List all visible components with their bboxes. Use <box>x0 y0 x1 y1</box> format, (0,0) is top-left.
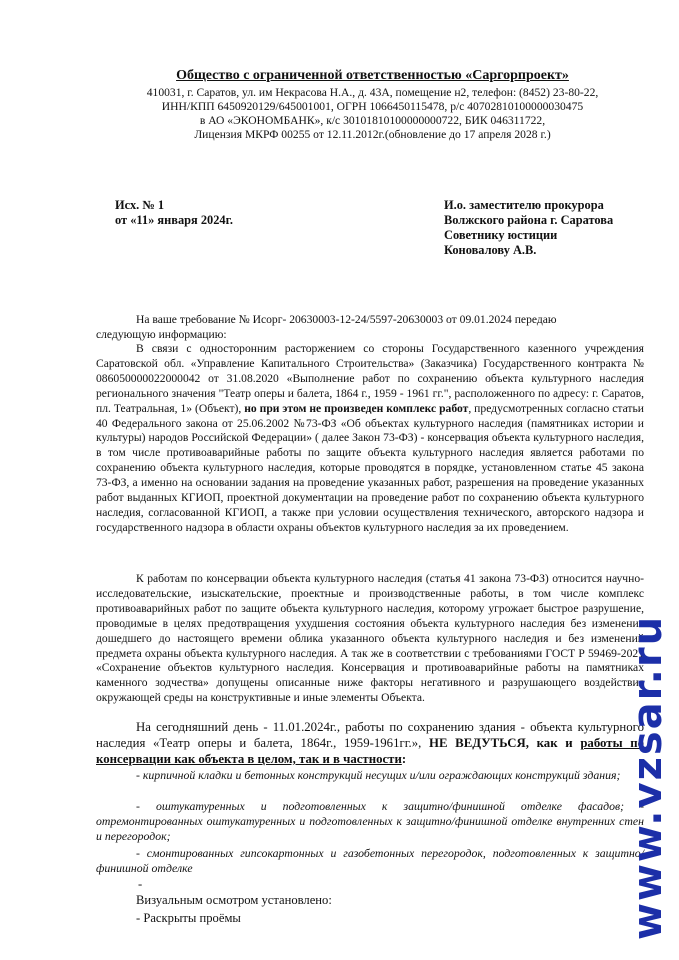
today-bold: НЕ ВЕДУТЬСЯ, как и <box>429 736 573 750</box>
org-address: 410031, г. Саратов, ул. им Некрасова Н.А., д. 43А, помещение н2, телефон: (8452) 23-80-22, <box>146 86 599 99</box>
works-item-1 <box>96 768 644 783</box>
paragraph-termination-part-b: , предусмотренных согласно статьи 40 Федерального закона от 25.06.2002 №73-ФЗ «Об объектах культурного наследия (памятниках истории и культуры) народов Российской Федерации» ( далее Закон 73-ФЗ) - консервация объекта культурного наследия, в том числе противоаварийные работы по защите объекта культурного наследия является работами по сохранению объекта культурного наследия, которые проводятся в порядке, установленном статье 45 закона 73-ФЗ, а именно на основании задания на проведение указанных работ, разрешения на проведение указанных работ выданных КГИОП, проектной документации на проведение работ по сохранению объекта культурного наследия, согласованной КГИОП, а также при условии осуществления технического, авторского надзора и государственного надзора в области охраны объектов культурного наследия за их проведением. <box>96 401 644 534</box>
paragraph-conservation <box>96 572 644 706</box>
paragraph-today-text <box>96 719 644 767</box>
outgoing-date: от «11» января 2024г. <box>115 213 233 227</box>
stray-dash: - <box>138 877 143 891</box>
works-item-3-text: - смонтированных гипсокартонных и газобетонных перегородок, подготовленных к защитно/финишной отделке <box>96 846 644 875</box>
addressee-line-3: Советнику юстиции <box>444 228 558 242</box>
works-item-3 <box>96 846 644 876</box>
intro-line-2: следующую информацию: <box>96 327 227 341</box>
works-item-2-text: - оштукатуренных и подготовленных к защитно/финишной отделке фасадов; - отремонтированных оштукатуренных и подготовленных к защитно/финишной отделке внутренних стен и перегородок; <box>96 799 644 843</box>
org-inn: ИНН/КПП 6450920129/645001001, ОГРН 1066450115478, р/с 40702810100000030475 <box>161 100 584 113</box>
watermark-text: www.vzsar.ru <box>625 614 671 940</box>
addressee-line-4: Коновалову А.В. <box>444 243 537 257</box>
visual-inspection-heading: Визуальным осмотром установлено: <box>136 893 332 907</box>
paragraph-termination <box>96 342 644 536</box>
outgoing-reference <box>115 198 233 228</box>
today-colon: : <box>401 752 407 766</box>
org-name: Общество с ограниченной ответственностью «Саргорпроект» <box>176 68 569 83</box>
today-underlined: работы по консервации как объекта в целом, так и в частности <box>96 736 645 766</box>
org-license: Лицензия МКРФ 00255 от 12.11.2012г.(обновление до 17 апреля 2028 г.) <box>194 128 551 141</box>
paragraph-conservation-text: К работам по консервации объекта культурного наследия (статья 41 закона 73-ФЗ) относится научно-исследовательские, изыскательские, проектные и производственные работы, в том числе комплекс противоаварийных работ по защите объекта культурного наследия, которому угрожает быстрое разрушение, проводимые в целях предотвращения ухудшения состояния объекта культурного наследия без изменения дошедшего до настоящего времени облика указанного объекта культурного наследия и без изменений предмета охраны объекта культурного наследия. А так же в соответствии с требованиями ГОСТ Р 59469-2021 «Сохранение объектов культурного наследия. Консервация и противоаварийные работы на памятниках каменного зодчества» допущены описанные ниже факторы негативного и разрушающего воздействия окружающей среды на конструктивные и иные элементы Объекта. <box>96 572 644 705</box>
finding-item-1: - Раскрыты проёмы <box>136 911 241 925</box>
site-watermark <box>617 590 671 940</box>
paragraph-termination-part-a: В связи с односторонним расторжением со стороны Государственного казенного учреждения Саратовской обл. «Управление Капитального Строительства» (Заказчика) Государственного контракта № 086050000022000042 от 31.08.2020 «Выполнение работ по сохранению объекта культурного наследия регионального значения "Театр оперы и балета, 1864 г., 1959 - 1961 гг.", расположенного по адресу: г. Саратов, пл. Театральная, 1» (Объект), <box>96 342 644 415</box>
paragraph-termination-text <box>96 342 644 536</box>
org-details <box>95 86 650 142</box>
works-item-1-text: - кирпичной кладки и бетонных конструкций несущих и/или ограждающих конструкций здания; <box>136 768 621 782</box>
outgoing-number: Исх. № 1 <box>115 198 165 212</box>
today-text: На сегодняшний день - 11.01.2024г., работы по сохранению здания - объекта культурного наследия «Театр оперы и балета, 1864г., 1959-1961гг.», <box>96 720 644 750</box>
addressee-line-2: Волжского района г. Саратова <box>444 213 614 227</box>
works-item-2 <box>96 799 644 844</box>
intro-line-1: На ваше требование № Исорг- 20630003-12-24/5597-20630003 от 09.01.2024 передаю <box>136 313 557 326</box>
intro-paragraph <box>96 313 644 343</box>
paragraph-termination-bold: но при этом не произведен комплекс работ <box>244 401 469 415</box>
paragraph-today <box>96 719 644 767</box>
addressee <box>444 198 613 258</box>
org-bank: в АО «ЭКОНОМБАНК», к/с 30101810100000000722, БИК 046311722, <box>199 114 546 127</box>
addressee-line-1: И.о. заместителю прокурора <box>444 198 604 212</box>
